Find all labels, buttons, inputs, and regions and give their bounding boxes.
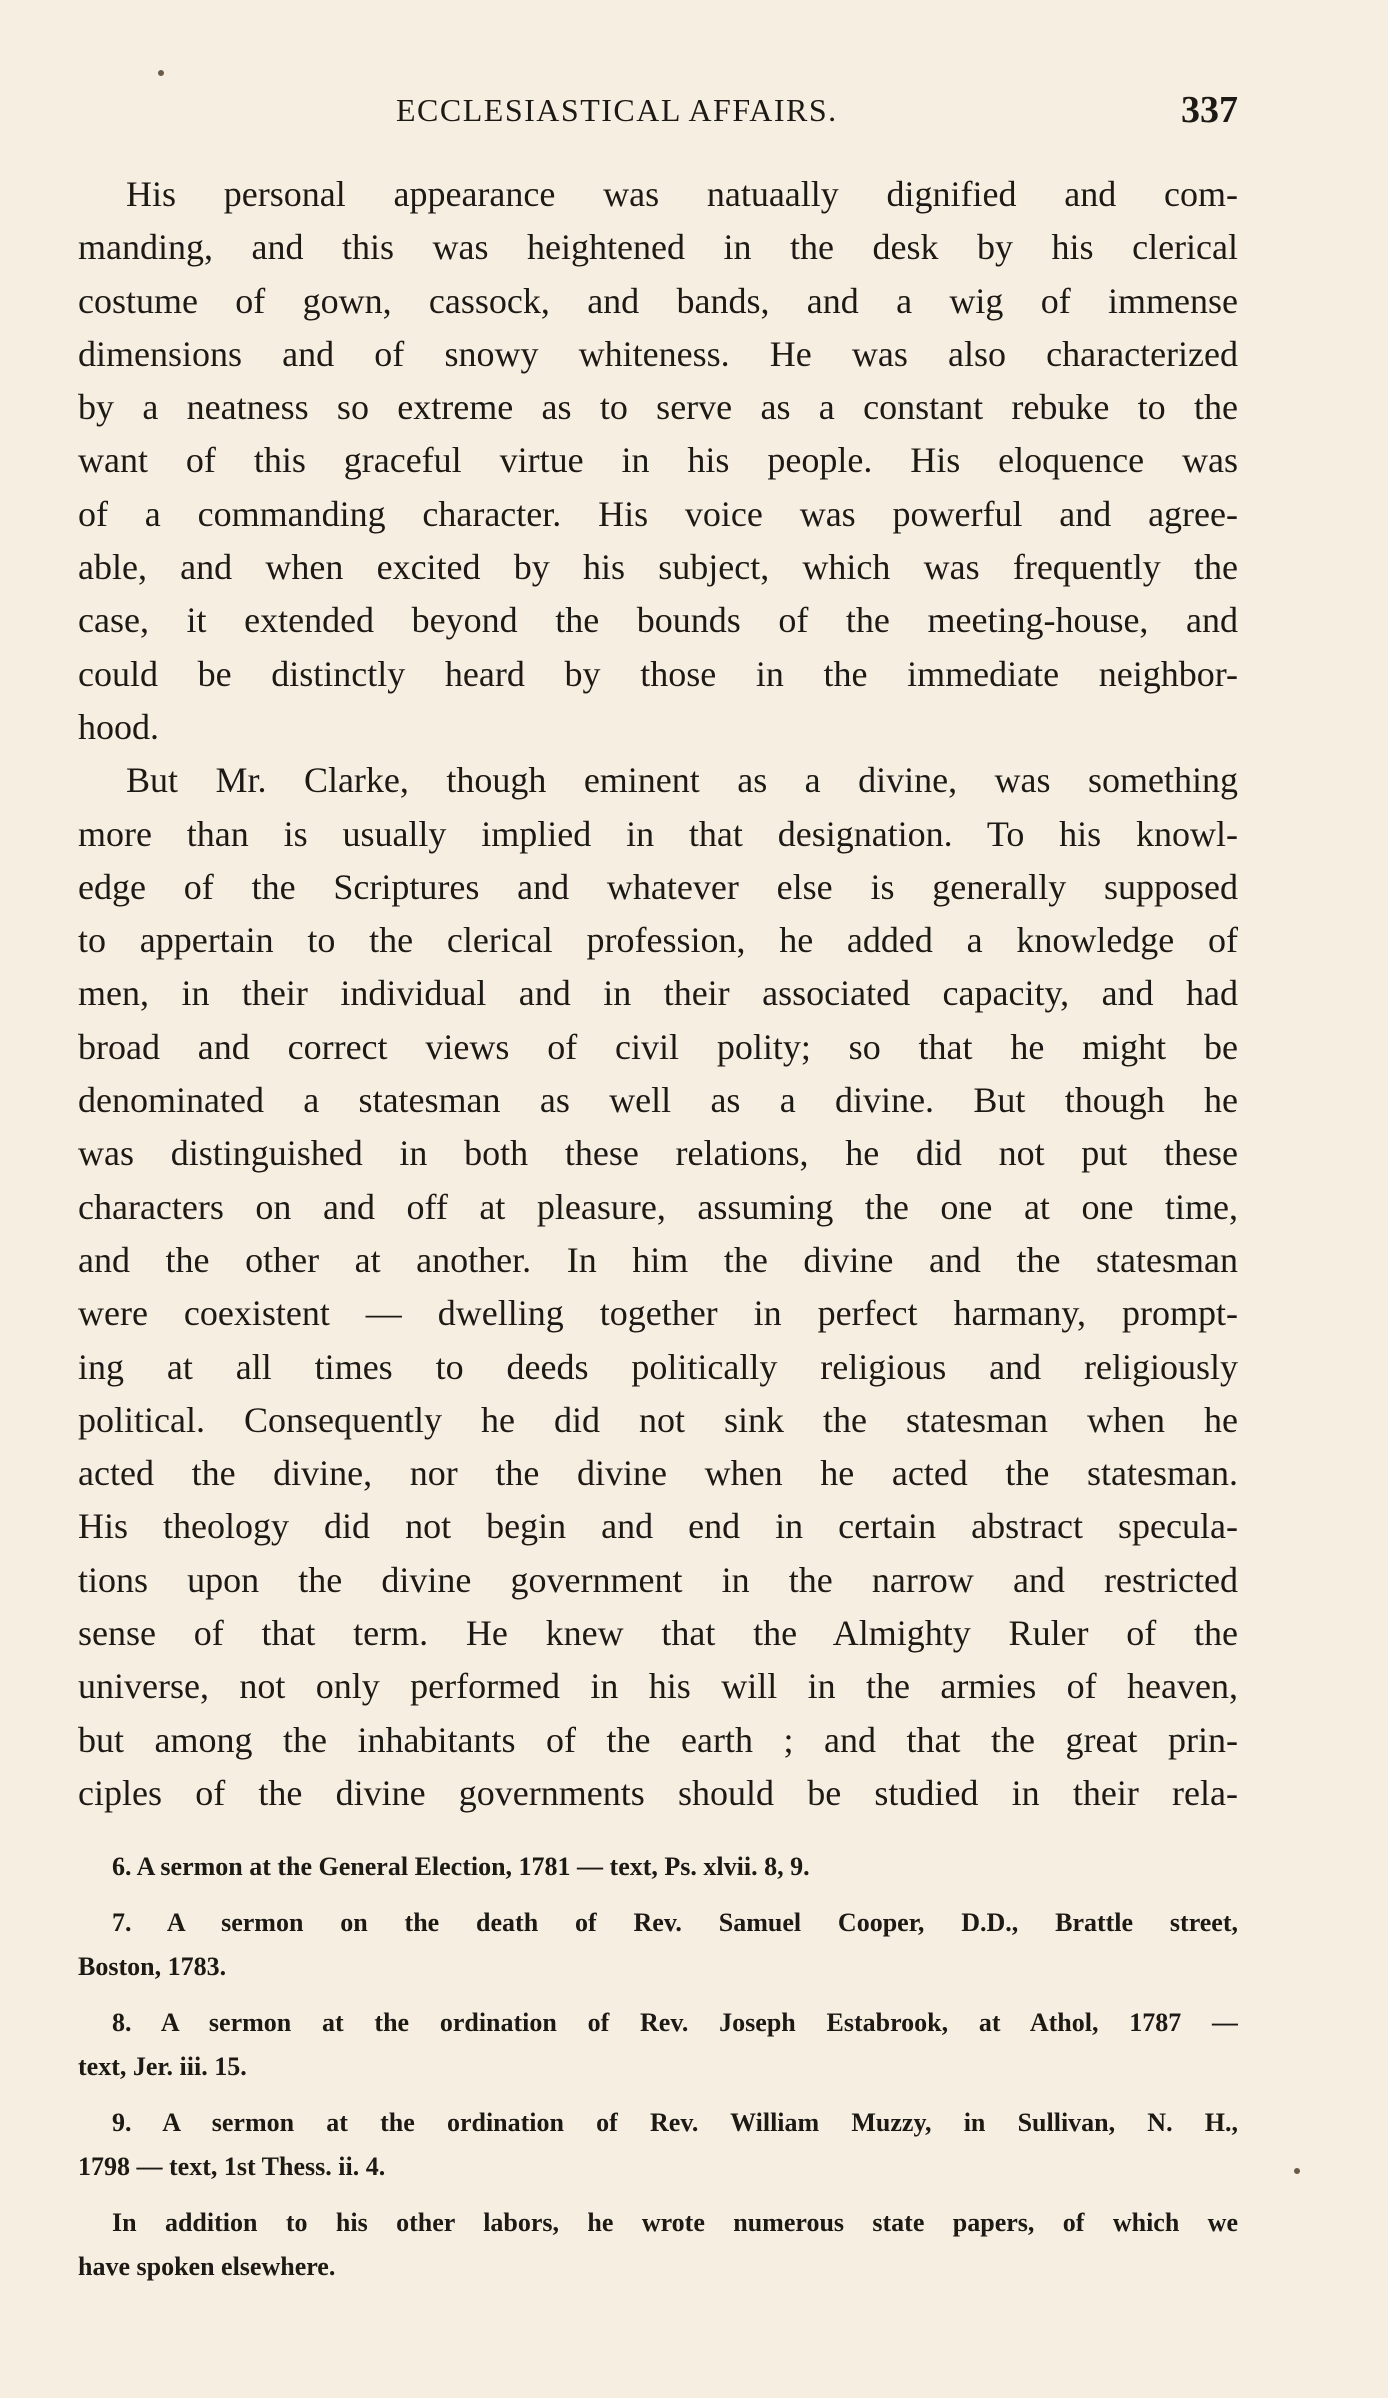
footnotes bbox=[78, 1845, 1238, 2289]
footnote-line: Boston, 1783. bbox=[78, 1952, 227, 1981]
text-line: But Mr. Clarke, though eminent as a divine, was something bbox=[126, 760, 1238, 801]
text-line: sense of that term. He knew that the Almighty Ruler of the bbox=[78, 1613, 1238, 1654]
footnote-line: In addition to his other labors, he wrote numerous state papers, of which we bbox=[112, 2208, 1238, 2237]
footnote-line: 7. A sermon on the death of Rev. Samuel Cooper, D.D., Brattle street, bbox=[112, 1908, 1238, 1937]
body-text bbox=[78, 168, 1238, 1820]
text-line: denominated a statesman as well as a divine. But though he bbox=[78, 1080, 1238, 1121]
text-line: and the other at another. In him the divine and the statesman bbox=[78, 1239, 1238, 1280]
text-line: want of this graceful virtue in his people. His eloquence was bbox=[78, 440, 1238, 481]
footnote-spacer bbox=[78, 1889, 1238, 1901]
text-line: costume of gown, cassock, and bands, and a wig of immense bbox=[78, 280, 1238, 321]
footnote bbox=[78, 2201, 1238, 2289]
text-line: dimensions and of snowy whiteness. He was also characterized bbox=[78, 333, 1238, 374]
text-line: ing at all times to deeds politically religious and religiously bbox=[78, 1346, 1238, 1387]
page-number: 337 bbox=[1181, 89, 1238, 131]
text-line: characters on and off at pleasure, assuming the one at one time, bbox=[78, 1186, 1238, 1227]
text-line: of a commanding character. His voice was powerful and agree- bbox=[78, 493, 1238, 534]
footnote-spacer bbox=[78, 2189, 1238, 2201]
text-line: His theology did not begin and end in certain abstract specula- bbox=[78, 1506, 1238, 1547]
footnote bbox=[78, 2001, 1238, 2089]
text-line: men, in their individual and in their associated capacity, and had bbox=[78, 973, 1238, 1014]
text-line: broad and correct views of civil polity; so that he might be bbox=[78, 1026, 1238, 1067]
text-line: could be distinctly heard by those in the immediate neighbor- bbox=[78, 653, 1238, 694]
text-line: political. Consequently he did not sink the statesman when he bbox=[78, 1399, 1238, 1440]
text-line: ciples of the divine governments should be studied in their rela- bbox=[78, 1772, 1238, 1813]
text-line: universe, not only performed in his will in the armies of heaven, bbox=[78, 1666, 1238, 1707]
footnote-line: 1798 — text, 1st Thess. ii. 4. bbox=[78, 2152, 386, 2181]
footnote-line: have spoken elsewhere. bbox=[78, 2252, 336, 2281]
footnote bbox=[78, 1901, 1238, 1989]
footnote-spacer bbox=[78, 2089, 1238, 2101]
print-speck bbox=[158, 70, 164, 76]
footnote-line: 9. A sermon at the ordination of Rev. William Muzzy, in Sullivan, N. H., bbox=[112, 2108, 1238, 2137]
footnote bbox=[78, 1845, 1238, 1889]
footnote-line: 6. A sermon at the General Election, 1781 — text, Ps. xlvii. 8, 9. bbox=[112, 1852, 810, 1881]
footnote bbox=[78, 2101, 1238, 2189]
text-line: to appertain to the clerical profession, he added a knowledge of bbox=[78, 920, 1238, 961]
text-line: by a neatness so extreme as to serve as a constant rebuke to the bbox=[78, 387, 1238, 428]
text-line: case, it extended beyond the bounds of the meeting-house, and bbox=[78, 600, 1238, 641]
footnote-line: text, Jer. iii. 15. bbox=[78, 2052, 247, 2081]
text-line: manding, and this was heightened in the desk by his clerical bbox=[78, 227, 1238, 268]
text-line: able, and when excited by his subject, which was frequently the bbox=[78, 547, 1238, 588]
print-speck bbox=[1294, 2168, 1300, 2174]
text-line: but among the inhabitants of the earth ; and that the great prin- bbox=[78, 1719, 1238, 1760]
text-line: edge of the Scriptures and whatever else is generally supposed bbox=[78, 866, 1238, 907]
page-header bbox=[78, 89, 1238, 142]
text-line: was distinguished in both these relations, he did not put these bbox=[78, 1133, 1238, 1174]
footnote-line: 8. A sermon at the ordination of Rev. Joseph Estabrook, at Athol, 1787 — bbox=[112, 2008, 1238, 2037]
text-line: His personal appearance was natuaally dignified and com- bbox=[126, 174, 1238, 214]
text-line: hood. bbox=[78, 706, 159, 747]
text-line: more than is usually implied in that designation. To his knowl- bbox=[78, 813, 1238, 854]
text-line: tions upon the divine government in the narrow and restricted bbox=[78, 1559, 1238, 1600]
running-head: ECCLESIASTICAL AFFAIRS. bbox=[396, 92, 838, 128]
text-line: acted the divine, nor the divine when he acted the statesman. bbox=[78, 1453, 1238, 1494]
text-line: were coexistent — dwelling together in perfect harmany, prompt- bbox=[78, 1293, 1238, 1334]
footnote-spacer bbox=[78, 1989, 1238, 2001]
